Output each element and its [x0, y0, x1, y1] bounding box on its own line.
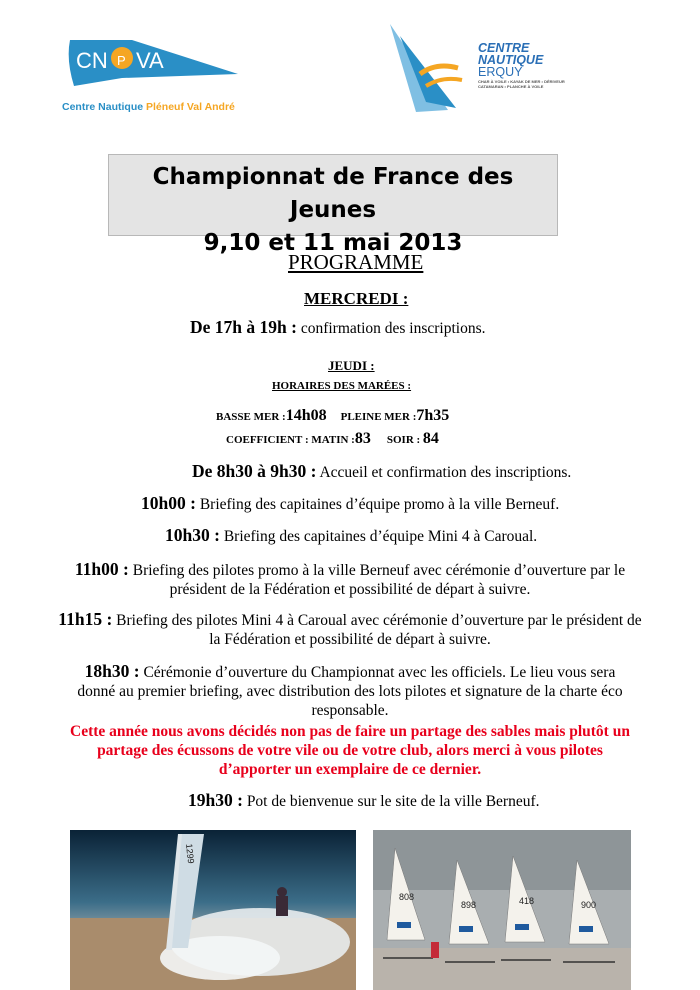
- schedule-time: 19h30 :: [188, 790, 243, 810]
- schedule-text-cont: la Fédération et possibilité de départ à suivre.: [209, 631, 491, 648]
- notice-line: Cette année nous avons décidés non pas de faire un partage des sables mais plutôt un: [70, 723, 630, 740]
- notice-line: partage des écussons de votre vile ou de votre club, alors merci à vous pilotes: [97, 742, 603, 759]
- schedule-text-cont: responsable.: [311, 702, 389, 719]
- schedule-text: Pot de bienvenue sur le site de la ville Berneuf.: [242, 793, 540, 810]
- cnpva-flag-icon: [62, 30, 242, 92]
- right-sail-number-2: 418: [519, 896, 535, 906]
- photo-landsail-fleet: [373, 830, 631, 990]
- schedule-time: 11h15 :: [58, 609, 113, 629]
- cnpva-tagline-place: Pléneuf Val André: [146, 101, 235, 113]
- schedule-item-1030: [165, 526, 537, 546]
- schedule-time: 11h00 :: [74, 559, 129, 579]
- erquy-line2: NAUTIQUE: [478, 53, 544, 67]
- left-sail-number: 1299: [184, 843, 197, 865]
- cnpva-wordmark-right: VA: [136, 48, 164, 73]
- schedule-time: 18h30 :: [84, 661, 140, 681]
- cnpva-wordmark-p: P: [117, 53, 126, 68]
- pleine-mer-label: PLEINE MER :: [340, 411, 417, 423]
- erquy-tagline2: CATAMARAN • PLANCHE À VOILE: [478, 84, 544, 89]
- right-sail-number-1: 898: [461, 900, 477, 910]
- coefficient-label: COEFFICIENT : MATIN :: [226, 434, 355, 446]
- mercredi-heading: MERCREDI :: [304, 289, 409, 308]
- schedule-time: 10h00 :: [141, 493, 196, 513]
- schedule-text-cont: donné au premier briefing, avec distribution des lots pilotes et signature de la charte éco: [77, 683, 623, 700]
- schedule-text: Accueil et confirmation des inscriptions.: [316, 464, 572, 481]
- notice-line: d’apporter un exemplaire de ce dernier.: [218, 761, 482, 778]
- schedule-time: 10h30 :: [165, 525, 220, 545]
- basse-mer-value: 14h08: [285, 407, 327, 424]
- coefficient-row: [226, 430, 439, 448]
- schedule-text: Briefing des capitaines d’équipe Mini 4 à Caroual.: [219, 528, 538, 545]
- schedule-item-1930: [188, 791, 540, 811]
- erquy-line1: CENTRE: [478, 41, 530, 55]
- right-sail-number-3: 900: [581, 900, 597, 910]
- erquy-logo: [386, 22, 586, 122]
- mercredi-row: [190, 318, 486, 338]
- mercredi-text: confirmation des inscriptions.: [296, 320, 486, 337]
- photo-landsail-spray: [70, 830, 356, 990]
- schedule-text: Briefing des pilotes promo à la ville Berneuf avec cérémonie d’ouverture par le: [128, 562, 626, 579]
- erquy-sail-icon: [386, 22, 466, 114]
- schedule-time: De 8h30 à 9h30 :: [192, 461, 317, 481]
- coefficient-soir: 84: [422, 430, 439, 447]
- tides-row: [216, 407, 449, 425]
- pleine-mer-value: 7h35: [416, 407, 450, 424]
- jeudi-heading: JEUDI :: [328, 358, 375, 373]
- schedule-item-1115: [0, 610, 700, 649]
- cnpva-wordmark-left: CN: [76, 48, 108, 73]
- cnpva-tagline-prefix: Centre Nautique: [62, 101, 147, 113]
- schedule-text-cont: président de la Fédération et possibilité de départ à suivre.: [169, 581, 531, 598]
- schedule-item-0830: [192, 462, 571, 482]
- basse-mer-label: BASSE MER :: [216, 411, 286, 423]
- schedule-text: Briefing des pilotes Mini 4 à Caroual avec cérémonie d’ouverture par le président de: [112, 612, 642, 629]
- schedule-text: Cérémonie d’ouverture du Championnat avec les officiels. Le lieu vous sera: [139, 664, 616, 681]
- erquy-tagline1: CHAR À VOILE • KAYAK DE MER • DÉRIVEUR: [478, 79, 565, 84]
- schedule-item-1830: [0, 662, 700, 720]
- schedule-item-1100: [0, 560, 700, 599]
- title-line2: 9,10 et 11 mai 2013: [203, 230, 463, 256]
- coefficient-soir-label: SOIR :: [386, 434, 423, 446]
- coefficient-matin: 83: [354, 430, 371, 447]
- schedule-item-1000: [141, 494, 559, 514]
- schedule-text: Briefing des capitaines d’équipe promo à la ville Berneuf.: [195, 496, 560, 513]
- erquy-line3: ERQUY: [478, 65, 523, 79]
- cnpva-logo: [62, 30, 242, 113]
- programme-heading: PROGRAMME: [288, 250, 424, 274]
- mercredi-time: De 17h à 19h :: [190, 317, 297, 337]
- notice: [0, 722, 700, 779]
- title-line1: Championnat de France des Jeunes: [152, 164, 514, 223]
- title-box: [108, 154, 558, 256]
- right-sail-number-0: 808: [399, 892, 415, 902]
- tides-heading: HORAIRES DES MARÉES :: [272, 380, 412, 392]
